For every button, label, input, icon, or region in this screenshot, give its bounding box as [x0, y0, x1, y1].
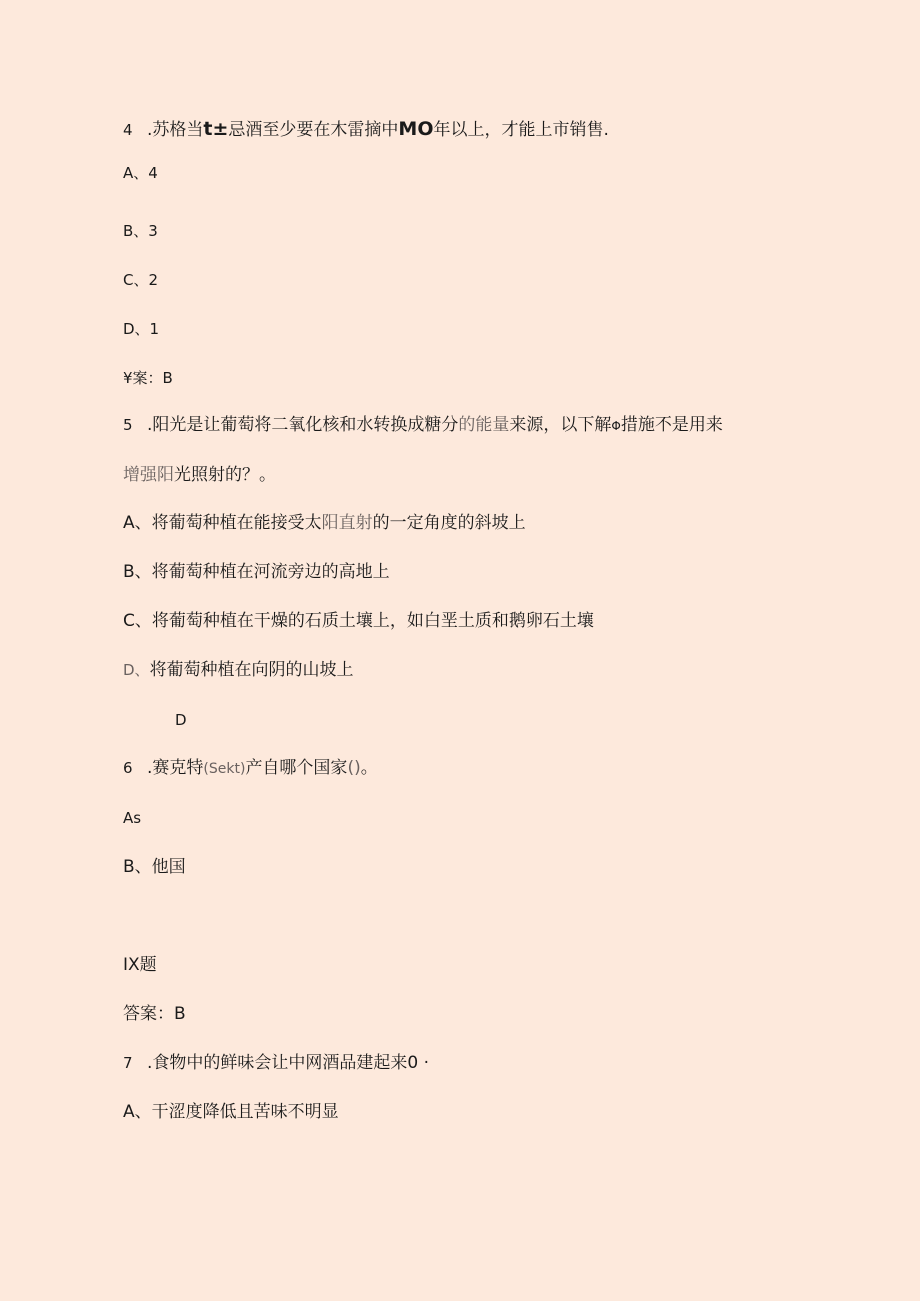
option-text: A、将葡萄种植在能接受太	[123, 513, 322, 533]
option-text: 的一定角度的斜坡上	[372, 513, 526, 533]
option-a	[123, 512, 526, 534]
option-a: As	[123, 809, 142, 827]
option-a: A、干涩度降低且苦味不明显	[123, 1102, 339, 1122]
option-c: C、将葡萄种植在干燥的石质土壤上，如白垩土质和鹅卵石土壤	[123, 611, 594, 631]
question-5	[123, 414, 723, 437]
option-b: B、3	[123, 222, 158, 240]
question-text-bold: t±	[203, 118, 229, 140]
answer: 答案：B	[123, 1004, 186, 1024]
option-text-gray: 阳直射	[321, 513, 373, 533]
answer: ¥案：B	[123, 369, 173, 387]
question-number: 4	[123, 121, 133, 139]
question-symbol: Φ	[611, 419, 621, 433]
question-6	[123, 757, 378, 780]
question-text: 忌酒至少要在木雷摘中	[228, 120, 399, 140]
question-text-gray: (Sekt)	[203, 761, 246, 777]
question-text: .食物中的鲜味会让中网酒品建起来0 ·	[147, 1053, 430, 1073]
option-text: 将葡萄种植在向阴的山坡上	[149, 660, 354, 680]
question-number: 6	[123, 759, 133, 777]
extra-text: IX题	[123, 955, 157, 975]
question-text: 措施不是用来	[620, 415, 723, 435]
answer: D	[175, 711, 187, 729]
option-c: C、2	[123, 271, 159, 289]
question-number: 5	[123, 416, 133, 434]
option-d	[123, 659, 354, 681]
question-text-bold: MO	[398, 118, 434, 140]
question-text: 光照射的？。	[174, 465, 276, 485]
option-d: D、1	[123, 320, 160, 338]
question-text: 。	[360, 758, 378, 778]
question-text: .赛克特	[147, 758, 204, 778]
question-text: 年以上，才能上市销售.	[433, 120, 609, 140]
question-text: .阳光是让葡萄将二氧化核和水转换成糖分	[147, 415, 459, 435]
question-7	[123, 1052, 429, 1074]
question-text: 产自哪个国家	[245, 758, 348, 778]
question-text: 来源，以下解	[509, 415, 612, 435]
question-text-gray: 增强阳	[123, 465, 174, 485]
question-text-gray: 的能量	[458, 415, 510, 435]
question-4	[123, 118, 609, 141]
option-a: A、4	[123, 164, 158, 182]
question-text: .苏格当	[147, 120, 204, 140]
question-number: 7	[123, 1054, 133, 1072]
option-b: B、将葡萄种植在河流旁边的高地上	[123, 562, 390, 582]
option-label-gray: D、	[123, 661, 150, 679]
question-text-gray: ()	[347, 758, 361, 778]
option-b: B、他国	[123, 857, 186, 877]
question-5-line-2	[123, 464, 276, 486]
